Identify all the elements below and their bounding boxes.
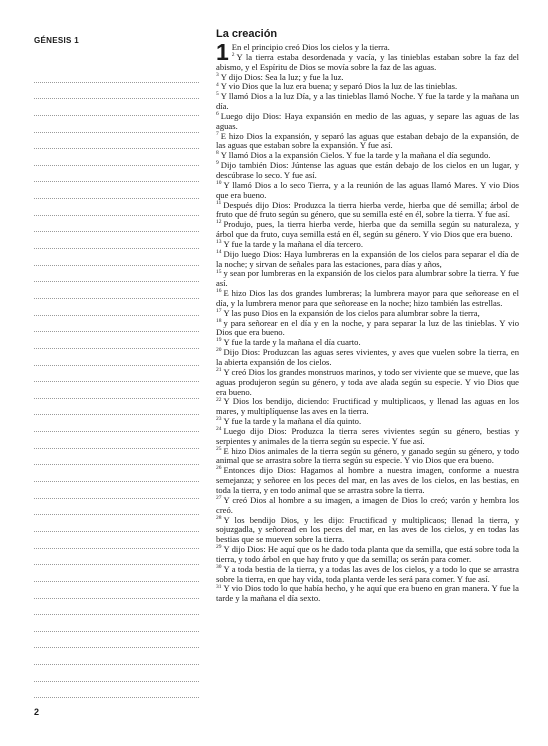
verse-text: Luego dijo Dios: Haya expansión en medio de las aguas, y separe las aguas de las aguas.: [216, 110, 519, 131]
note-line: [34, 166, 199, 183]
note-line: [34, 648, 199, 665]
verse-number: 23: [216, 416, 222, 423]
verse-number: 18: [216, 317, 222, 324]
verse-number: 5: [216, 91, 219, 98]
book-chapter-header: GÉNESIS 1: [34, 36, 79, 45]
verse: [216, 289, 519, 309]
verse-number: 20: [216, 347, 222, 354]
verse: [216, 53, 519, 73]
verse: [216, 397, 519, 417]
note-line: [34, 615, 199, 632]
note-line: [34, 116, 199, 133]
verse-number: 30: [216, 563, 222, 570]
verse: [216, 496, 519, 516]
verse-text: Luego dijo Dios: Produzca la tierra seres vivientes según su género, bestias y serpientes y animales de la tierra según su especie. Y fue así.: [216, 425, 519, 446]
note-line: [34, 182, 199, 199]
verse-number: 4: [216, 81, 219, 88]
verse-number: 16: [216, 288, 222, 295]
chapter-number: 1: [216, 39, 229, 65]
note-line: [34, 465, 199, 482]
verse-text: Y las puso Dios en la expansión de los cielos para alumbrar sobre la tierra,: [223, 307, 480, 318]
verse-text: Después dijo Dios: Produzca la tierra hierba verde, hierba que dé semilla; árbol de fruto que dé fruto según su género, que su semilla esté en él, sobre la tierra. Y fue así.: [216, 199, 519, 220]
note-line: [34, 599, 199, 616]
verse-number: 13: [216, 239, 222, 246]
note-line: [34, 149, 199, 166]
verse-text: E hizo Dios las dos grandes lumbreras; la lumbrera mayor para que señorease en el día, y la lumbrera menor para que señorease en la noche; hizo también las estrellas.: [216, 288, 519, 308]
verse-number: 26: [216, 465, 222, 472]
verse-number: 12: [216, 219, 222, 226]
verse-text: Dijo también Dios: Júntense las aguas que están debajo de los cielos en un lugar, y descúbrase lo seco. Y fue así.: [216, 160, 519, 180]
verse: [216, 319, 519, 339]
note-line: [34, 582, 199, 599]
verse-number: 8: [216, 150, 219, 157]
verse-text: y sean por lumbreras en la expansión de los cielos para alumbrar sobre la tierra. Y fue así.: [216, 268, 519, 289]
verse: [216, 132, 519, 152]
note-line: [34, 83, 199, 100]
verse-number: 9: [216, 160, 219, 167]
verse-text: Y dijo Dios: He aquí que os he dado toda planta que da semilla, que está sobre toda la tierra, y todo árbol en que hay fruto y que da semilla; os serán para comer.: [216, 544, 519, 564]
note-line: [34, 415, 199, 432]
note-line: [34, 249, 199, 266]
verse-text: Y fue la tarde y la mañana el día cuarto.: [223, 337, 361, 348]
note-line: [34, 665, 199, 682]
note-lines: [34, 66, 199, 698]
verse-text: En el principio creó Dios los cielos y la tierra.: [231, 42, 390, 52]
verse: [216, 112, 519, 132]
note-line: [34, 266, 199, 283]
verse-number: 22: [216, 396, 222, 403]
verse: [216, 427, 519, 447]
note-line: [34, 549, 199, 566]
verse-number: 25: [216, 445, 222, 452]
verse-text: Y creó Dios al hombre a su imagen, a imagen de Dios lo creó; varón y hembra los creó.: [216, 494, 519, 515]
verse-text: Y fue la tarde y la mañana el día tercero.: [223, 238, 363, 249]
verse-text: Y dijo Dios: Sea la luz; y fue la luz.: [220, 71, 344, 82]
note-line: [34, 682, 199, 699]
verse-text: Y creó Dios los grandes monstruos marinos, y todo ser viviente que se mueve, que las aguas produjeron según su género, y toda ave alada según su especie. Y vio Dios que era bueno.: [216, 366, 519, 397]
verse-text: Y llamó Dios a lo seco Tierra, y a la reunión de las aguas llamó Mares. Y vio Dios que era bueno.: [216, 179, 519, 200]
note-line: [34, 316, 199, 333]
verse-text: Y llamó Dios a la expansión Cielos. Y fue la tarde y la mañana el día segundo.: [220, 150, 491, 161]
note-line: [34, 66, 199, 83]
note-line: [34, 232, 199, 249]
section-heading: La creación: [216, 28, 278, 40]
verse-number: 7: [216, 130, 219, 137]
verse: [216, 220, 519, 240]
note-line: [34, 499, 199, 516]
verse: [216, 447, 519, 467]
verse-number: 14: [216, 248, 222, 255]
verse: [216, 565, 519, 585]
verse-text: Y vio Dios todo lo que había hecho, y he aquí que era bueno en gran manera. Y fue la tarde y la mañana el día sexto.: [216, 583, 519, 604]
note-line: [34, 99, 199, 116]
verse-text: Y los bendijo Dios, y les dijo: Fructificad y multiplicaos; llenad la tierra, y sojuzgadla, y señoread en los peces del mar, en las aves de los cielos, y en todas las bestias que se mueven sobre la tierra.: [216, 514, 519, 545]
note-line: [34, 366, 199, 383]
note-line: [34, 565, 199, 582]
note-line: [34, 332, 199, 349]
verse-number: 11: [216, 199, 222, 206]
verse-text: Y vio Dios que la luz era buena; y separó Dios la luz de las tinieblas.: [220, 81, 458, 92]
note-line: [34, 399, 199, 416]
verse-text: Y llamó Dios a la luz Día, y a las tinieblas llamó Noche. Y fue la tarde y la mañana un día.: [216, 91, 519, 112]
verse-number: 24: [216, 426, 222, 433]
note-line: [34, 449, 199, 466]
verse: [216, 348, 519, 368]
verse: [216, 368, 519, 398]
verse-text: Y la tierra estaba desordenada y vacía, y las tinieblas estaban sobre la faz del abismo, y el Espíritu de Dios se movía sobre la faz de las aguas.: [216, 51, 519, 72]
note-line: [34, 482, 199, 499]
verse: [216, 584, 519, 604]
verse-number: 3: [216, 71, 219, 78]
verse-number: 6: [216, 111, 219, 118]
verse: [216, 269, 519, 289]
verse-text: Y Dios los bendijo, diciendo: Fructificad y multiplicaos, y llenad las aguas en los mares, y multiplíquense las aves en la tierra.: [216, 396, 519, 417]
verse-number: 17: [216, 307, 222, 314]
verse-text: E hizo Dios la expansión, y separó las aguas que estaban debajo de la expansión, de las aguas que estaban sobre la expansión. Y fue así.: [216, 130, 519, 151]
verse-text: Dijo luego Dios: Haya lumbreras en la expansión de los cielos para separar el día de la noche; y sirvan de señales para las estaciones, para días y años,: [216, 248, 519, 269]
verse-text: Y a toda bestia de la tierra, y a todas las aves de los cielos, y a todo lo que se arrastra sobre la tierra, en que hay vida, toda planta verde les será para comer. Y fue así.: [216, 563, 519, 584]
verse-text: Produjo, pues, la tierra hierba verde, hierba que da semilla según su naturaleza, y árbol que da fruto, cuya semilla está en él, según su género. Y vio Dios que era bueno.: [216, 219, 519, 240]
note-line: [34, 532, 199, 549]
verse-text: y para señorear en el día y en la noche, y para separar la luz de las tinieblas. Y vio Dios que era bueno.: [216, 317, 519, 338]
verse: [216, 201, 519, 221]
verse-number: 31: [216, 583, 222, 590]
scripture-column: [216, 28, 519, 604]
verse-number: 21: [216, 366, 222, 373]
note-line: [34, 199, 199, 216]
verse: [216, 466, 519, 496]
verse-text: Entonces dijo Dios: Hagamos al hombre a nuestra imagen, conforme a nuestra semejanza; y señoree en los peces del mar, en las aves de los cielos, en las bestias, en toda la tierra, y en todo animal que se arrastra sobre la tierra.: [216, 465, 519, 495]
verse-text: Y fue la tarde y la mañana el día quinto.: [223, 416, 362, 427]
page-number: 2: [34, 707, 40, 717]
note-line: [34, 632, 199, 649]
verse-number: 27: [216, 494, 222, 501]
verse-number: 19: [216, 337, 222, 344]
note-line: [34, 282, 199, 299]
verse: [216, 92, 519, 112]
note-line: [34, 382, 199, 399]
note-line: [34, 349, 199, 366]
note-line: [34, 133, 199, 150]
verse: [216, 250, 519, 270]
note-line: [34, 216, 199, 233]
scripture-text: [216, 39, 519, 604]
verse-number: 15: [216, 268, 222, 275]
note-line: [34, 432, 199, 449]
verse-number: 28: [216, 514, 222, 521]
verse: [216, 181, 519, 201]
verse: [216, 516, 519, 546]
note-line: [34, 299, 199, 316]
verse: [232, 42, 390, 52]
verse-number: 2: [231, 51, 235, 58]
verse-number: 29: [216, 544, 222, 551]
note-line: [34, 515, 199, 532]
verse: [216, 545, 519, 565]
verse-text: Dijo Dios: Produzcan las aguas seres vivientes, y aves que vuelen sobre la tierra, en la abierta expansión de los cielos.: [216, 347, 519, 367]
verse-number: 10: [216, 179, 222, 186]
verse-text: E hizo Dios animales de la tierra según su género, y ganado según su género, y todo animal que se arrastra sobre la tierra según su especie. Y vio Dios que era bueno.: [216, 445, 519, 466]
verse: [216, 161, 519, 181]
